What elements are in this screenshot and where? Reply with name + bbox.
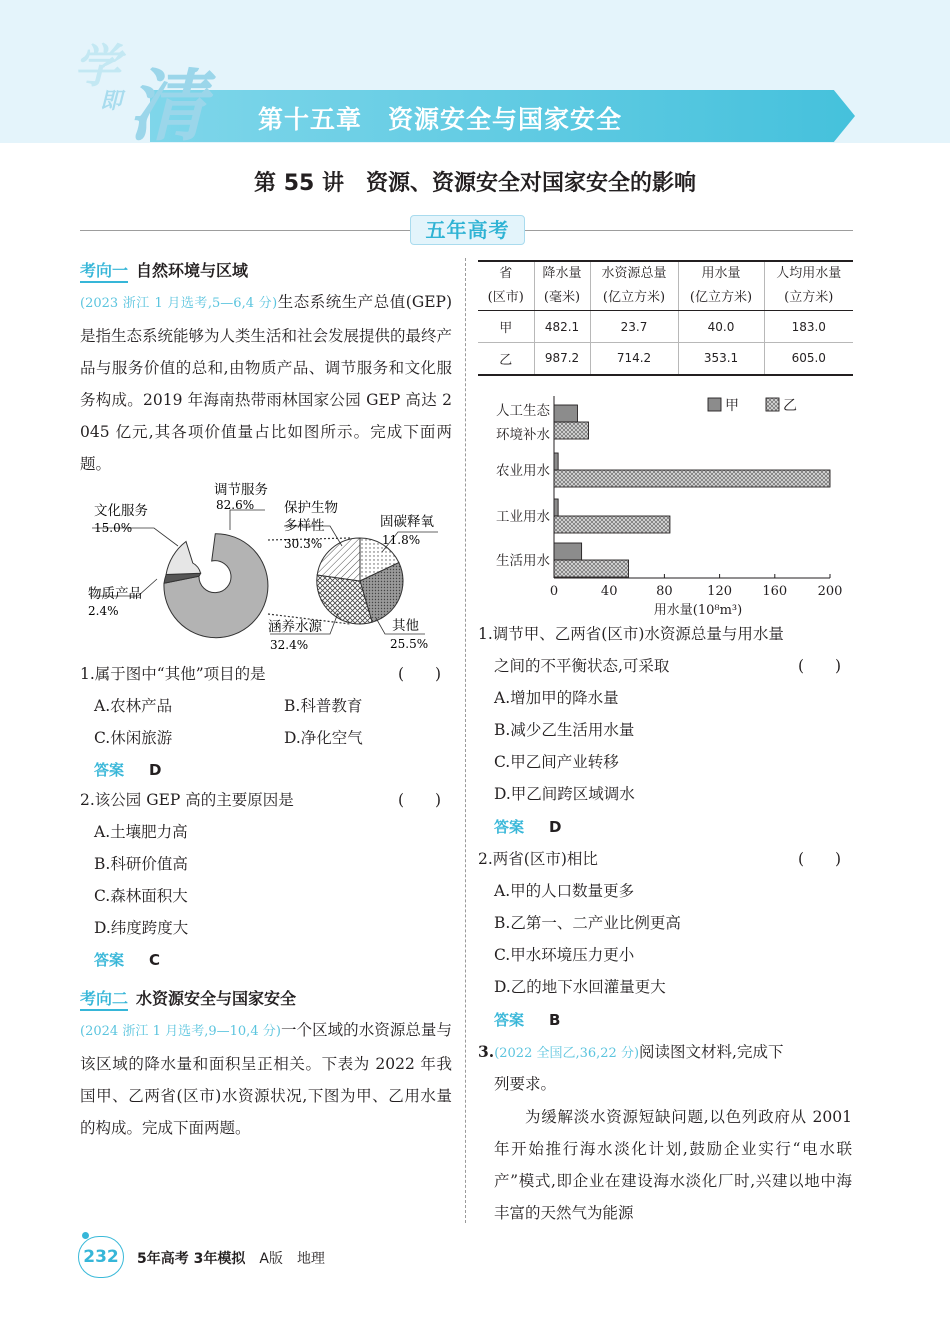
logo-char-xue: 学 (74, 39, 120, 93)
x-tick-label: 120 (707, 584, 733, 599)
table-cell: 987.2 (534, 343, 590, 375)
bar-jia (554, 543, 582, 560)
value-baohu: 30.3% (284, 537, 323, 551)
q2-option-d[interactable]: D.纬度跨度大 (94, 919, 189, 937)
x-axis-label: 用水量(10⁸m³) (653, 603, 743, 616)
label-wenhua: 文化服务 (94, 503, 148, 519)
direction2-tag: 考向二 (80, 989, 128, 1011)
table-row (478, 343, 853, 375)
q2-answer-label: 答案 (94, 951, 125, 969)
q1-option-d[interactable]: D.净化空气 (284, 729, 363, 747)
value-wuzhi: 2.4% (88, 604, 119, 618)
bar-yi (554, 516, 670, 533)
table-header: 用水量 (亿立方米) (678, 261, 764, 311)
gep-pie-figure (80, 478, 455, 656)
r-q1-option-c[interactable]: C.甲乙间产业转移 (494, 753, 619, 771)
footer-edition: A版 (259, 1251, 283, 1267)
direction2-title: 水资源安全与国家安全 (136, 989, 297, 1008)
donut-chart (164, 534, 268, 638)
section-divider-right (525, 230, 853, 231)
value-wenhua: 15.0% (94, 521, 133, 535)
bar-yi (554, 422, 589, 439)
value-tiaojie: 82.6% (216, 498, 255, 512)
label-baohu-2: 多样性 (284, 518, 325, 534)
direction2-source: (2024 浙江 1 月选考,9—10,4 分) (80, 1024, 281, 1039)
table-cell: 353.1 (678, 343, 764, 375)
legend-label: 甲 (725, 398, 739, 414)
logo-char-qing: 清 (128, 62, 207, 152)
sub-pie-chart (317, 538, 403, 624)
r-q3-stem (478, 1040, 783, 1066)
q2-option-b[interactable]: B.科研价值高 (94, 855, 188, 873)
r-q2-stem: 2.两省(区市)相比 (478, 850, 598, 868)
q1-option-b[interactable]: B.科普教育 (284, 697, 363, 715)
table-header-row (478, 261, 853, 311)
sub-slice-baohu (317, 538, 360, 581)
table-row (478, 311, 853, 343)
footer-subject: 地理 (296, 1251, 325, 1267)
section-divider-left (80, 230, 410, 231)
label-wuzhi: 物质产品 (88, 586, 142, 602)
x-tick-label: 200 (817, 584, 843, 599)
q1-option-a[interactable]: A.农林产品 (94, 697, 173, 715)
footer-book: 5年高考 3年模拟 (137, 1251, 246, 1267)
r-q1-answer: D (549, 818, 562, 836)
water-resource-table (478, 260, 853, 376)
r-q2-paren: ( ) (798, 850, 842, 868)
donut-slice-wenhua (166, 542, 201, 575)
label-baohu: 保护生物 (284, 500, 338, 516)
value-gutan: 11.8% (382, 533, 421, 547)
bar-yi (554, 560, 629, 577)
column-divider (465, 258, 466, 1223)
section-badge: 五年高考 (410, 215, 525, 245)
legend-label: 乙 (783, 398, 797, 414)
label-tiaojie: 调节服务 (214, 482, 268, 498)
r-q1-stem-line1: 1.调节甲、乙两省(区市)水资源总量与用水量 (478, 625, 784, 643)
direction1-heading (80, 258, 248, 282)
value-hanyang: 32.4% (270, 638, 309, 652)
r-q2-option-c[interactable]: C.甲水环境压力更小 (494, 946, 635, 964)
label-qita: 其他 (392, 618, 419, 634)
r-q1-paren: ( ) (798, 657, 842, 675)
q2-option-c[interactable]: C.森林面积大 (94, 887, 188, 905)
label-hanyang: 涵养水源 (268, 619, 322, 635)
r-q2-answer-label: 答案 (494, 1011, 525, 1029)
page-number: 232 (78, 1236, 124, 1278)
table-cell: 甲 (478, 311, 534, 343)
r-q1-option-d[interactable]: D.甲乙间跨区域调水 (494, 785, 635, 803)
table-header: 省 (区市) (478, 261, 534, 311)
x-tick-label: 0 (549, 584, 559, 599)
q1-answer-label: 答案 (94, 761, 125, 779)
r-q3-stem-line1: 阅读图文材料,完成下 (639, 1043, 784, 1061)
q1-option-c[interactable]: C.休闲旅游 (94, 729, 173, 747)
bar-jia (554, 499, 558, 516)
table-cell: 乙 (478, 343, 534, 375)
logo-char-ji: 即 (100, 89, 123, 114)
table-cell: 40.0 (678, 311, 764, 343)
q2-paren: ( ) (398, 791, 442, 809)
legend-swatch (708, 398, 721, 411)
water-usage-bar-chart (478, 388, 853, 616)
table-cell: 23.7 (590, 311, 678, 343)
bar-yi (554, 470, 830, 487)
chart-axes (496, 396, 842, 616)
table-cell: 183.0 (764, 311, 853, 343)
direction1-intro-text: 生态系统生产总值(GEP)是指生态系统能够为人类生活和社会发展提供的最终产品与服务价值的总和,由物质产品、调节服务和文化服务构成。2019 年海南热带雨林国家公园 GEP 高达 2 045 亿元,其各项价值量占比如图所示。完成下面两题。 (80, 293, 453, 473)
x-tick-label: 160 (762, 584, 788, 599)
bar-jia (554, 453, 558, 470)
q2-answer: C (149, 951, 161, 969)
category-label: 环境补水 (496, 427, 550, 443)
footer-book-info (137, 1248, 325, 1268)
r-q3-material: 为缓解淡水资源短缺问题,以色列政府从 2001 年开始推行海水淡化计划,鼓励企业实行“电水联产”模式,即企业在建设海水淡化厂时,兴建以地中海丰富的天然气为能源 (494, 1108, 852, 1222)
value-qita: 25.5% (390, 637, 429, 651)
category-label: 农业用水 (496, 463, 550, 479)
category-label: 工业用水 (496, 509, 550, 525)
table-header: 水资源总量 (亿立方米) (590, 261, 678, 311)
r-q3-source: (2022 全国乙,36,22 分) (494, 1046, 640, 1061)
direction2-heading (80, 986, 296, 1010)
r-q2-answer: B (549, 1011, 561, 1029)
x-tick-label: 80 (656, 584, 673, 599)
legend-swatch (766, 398, 779, 411)
table-cell: 714.2 (590, 343, 678, 375)
table-header: 人均用水量 (立方米) (764, 261, 853, 311)
lecture-title: 第 55 讲 资源、资源安全对国家安全的影响 (254, 171, 696, 196)
category-label: 生活用水 (496, 553, 550, 569)
r-q1-option-a[interactable]: A.增加甲的降水量 (494, 689, 619, 707)
direction1-intro (80, 286, 452, 480)
x-tick-label: 40 (600, 584, 618, 599)
r-q3-number: 3. (478, 1042, 495, 1061)
direction1-title: 自然环境与区域 (136, 261, 249, 280)
q2-option-a[interactable]: A.土壤肥力高 (94, 823, 188, 841)
direction2-intro-text: 一个区域的水资源总量与该区域的降水量和面积呈正相关。下表为 2022 年我国甲、乙两省(区市)水资源状况,下图为甲、乙用水量的构成。完成下面两题。 (80, 1021, 452, 1137)
q1-paren: ( ) (398, 665, 442, 683)
direction2-intro (80, 1014, 452, 1144)
bar-jia (554, 405, 577, 422)
category-label: 人工生态 (496, 403, 550, 419)
label-gutan: 固碳释氧 (380, 514, 434, 530)
table-cell: 482.1 (534, 311, 590, 343)
chart-bars (554, 405, 830, 577)
direction1-tag: 考向一 (80, 261, 128, 283)
r-q2-option-b[interactable]: B.乙第一、二产业比例更高 (494, 914, 681, 932)
page-number-dot (82, 1232, 89, 1239)
r-q1-option-b[interactable]: B.减少乙生活用水量 (494, 721, 635, 739)
direction1-source: (2023 浙江 1 月选考,5—6,4 分) (80, 296, 278, 311)
chart-legend (708, 398, 797, 414)
table-cell: 605.0 (764, 343, 853, 375)
r-q1-stem-line2: 之间的不平衡状态,可采取 (494, 657, 670, 675)
q1-answer: D (149, 761, 162, 779)
chapter-title: 第十五章 资源安全与国家安全 (258, 105, 623, 134)
table-header: 降水量 (毫米) (534, 261, 590, 311)
q1-stem: 1.属于图中“其他”项目的是 (80, 665, 266, 683)
r-q1-answer-label: 答案 (494, 818, 525, 836)
r-q3-stem-line2: 列要求。 (494, 1075, 557, 1093)
q2-stem: 2.该公园 GEP 高的主要原因是 (80, 791, 294, 809)
r-q2-option-d[interactable]: D.乙的地下水回灌量更大 (494, 978, 666, 996)
r-q2-option-a[interactable]: A.甲的人口数量更多 (494, 882, 635, 900)
